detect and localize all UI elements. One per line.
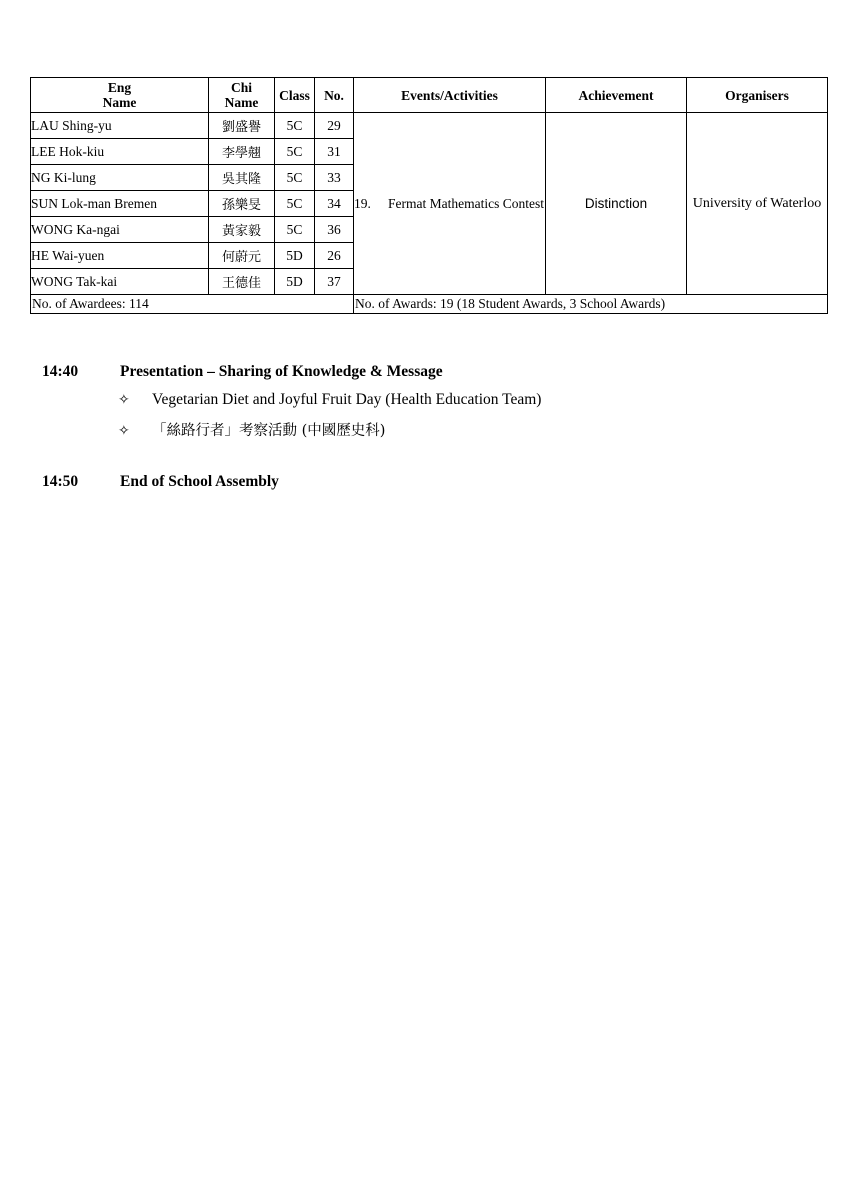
header-events: Events/Activities [354, 78, 546, 113]
eng-name-cell: WONG Ka-ngai [31, 217, 209, 243]
schedule-title: End of School Assembly [120, 473, 279, 490]
class-cell: 5C [275, 191, 315, 217]
four-pointed-star-outline-icon: ✧ [118, 423, 130, 439]
awardees-summary: No. of Awardees: 114 [31, 295, 354, 314]
eng-name-cell: LAU Shing-yu [31, 113, 209, 139]
number-cell: 29 [315, 113, 354, 139]
awards-table [30, 77, 828, 314]
table-row [31, 113, 828, 139]
number-cell: 33 [315, 165, 354, 191]
chi-name-cell: 王德佳 [209, 269, 275, 295]
header-eng-name: Eng Name [31, 78, 209, 113]
awards-summary: No. of Awards: 19 (18 Student Awards, 3 School Awards) [354, 295, 828, 314]
achievement-cell: Distinction [546, 113, 687, 295]
number-cell: 34 [315, 191, 354, 217]
number-cell: 31 [315, 139, 354, 165]
number-cell: 37 [315, 269, 354, 295]
chi-name-cell: 孫樂旻 [209, 191, 275, 217]
bullet-text: Vegetarian Diet and Joyful Fruit Day (Health Education Team) [152, 391, 542, 408]
class-cell: 5C [275, 165, 315, 191]
eng-name-cell: SUN Lok-man Bremen [31, 191, 209, 217]
eng-name-cell: HE Wai-yuen [31, 243, 209, 269]
chi-name-cell: 劉盛譽 [209, 113, 275, 139]
eng-name-cell: WONG Tak-kai [31, 269, 209, 295]
organiser-cell: University of Waterloo [687, 113, 828, 295]
header-achievement: Achievement [546, 78, 687, 113]
schedule-time: 14:40 [42, 363, 79, 380]
eng-name-cell: LEE Hok-kiu [31, 139, 209, 165]
header-chi-name: Chi Name [209, 78, 275, 113]
schedule-bullet [118, 419, 385, 440]
class-cell: 5D [275, 243, 315, 269]
number-cell: 36 [315, 217, 354, 243]
class-cell: 5D [275, 269, 315, 295]
header-class: Class [275, 78, 315, 113]
event-name: Fermat Mathematics Contest [388, 196, 544, 211]
bullet-text: 「絲路行者」考察活動 (中國歷史科) [152, 423, 386, 439]
class-cell: 5C [275, 113, 315, 139]
chi-name-cell: 何蔚元 [209, 243, 275, 269]
header-organisers: Organisers [687, 78, 828, 113]
chi-name-cell: 李學翹 [209, 139, 275, 165]
class-cell: 5C [275, 139, 315, 165]
schedule-time: 14:50 [42, 473, 79, 490]
schedule-bullet [118, 391, 541, 409]
header-no: No. [315, 78, 354, 113]
event-number: 19. [354, 196, 371, 211]
schedule-title: Presentation – Sharing of Knowledge & Message [120, 363, 443, 380]
eng-name-cell: NG Ki-lung [31, 165, 209, 191]
chi-name-cell: 吳其隆 [209, 165, 275, 191]
number-cell: 26 [315, 243, 354, 269]
table-header-row [31, 78, 828, 113]
four-pointed-star-outline-icon: ✧ [118, 392, 130, 408]
summary-row [31, 295, 828, 314]
chi-name-cell: 黃家毅 [209, 217, 275, 243]
event-cell [354, 113, 546, 295]
class-cell: 5C [275, 217, 315, 243]
